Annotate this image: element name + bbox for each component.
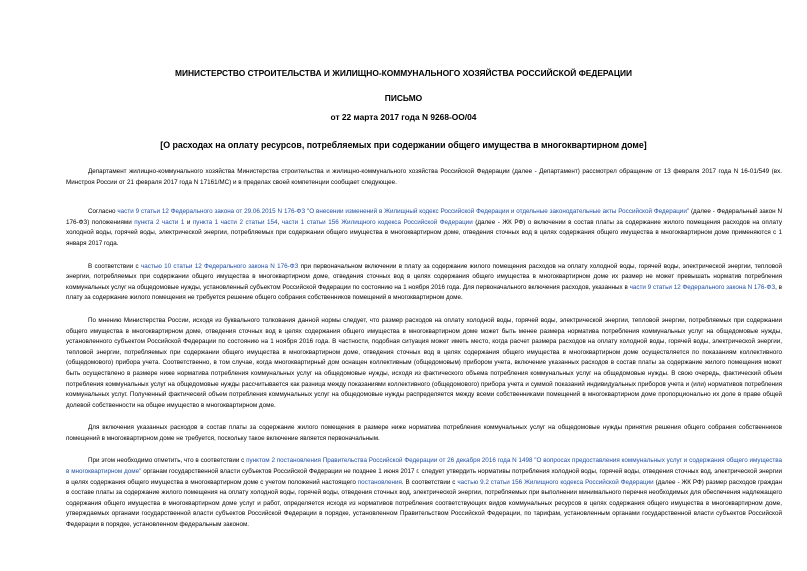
text-segment: (далее - ЖК РФ) о включении в состав платы за содержание жилого помещения расходов на оплату холодной воды, горячей воды, электрической энергии, потребляемых при содержании общего имущества в многоквартирном доме, отведения сточных вод в целях содержания общего имущества в многоквартирном доме применяются с 1 января 2017 года. bbox=[66, 218, 782, 247]
ministry-heading: МИНИСТЕРСТВО СТРОИТЕЛЬСТВА И ЖИЛИЩНО-КОММУНАЛЬНОГО ХОЗЯЙСТВА РОССИЙСКОЙ ФЕДЕРАЦИИ bbox=[175, 68, 632, 78]
document-date-number: от 22 марта 2017 года N 9268-ОО/04 bbox=[330, 112, 477, 122]
document-subject: [О расходах на оплату ресурсов, потребляемых при содержании общего имущества в многоквартирном доме] bbox=[160, 140, 647, 150]
law-link-176fz-part10[interactable]: частью 10 статьи 12 Федерального закона N 176-ФЗ bbox=[141, 262, 299, 270]
paragraph-effective-date bbox=[66, 207, 782, 249]
law-link-154-p2[interactable]: пункта 2 части 1 bbox=[134, 218, 185, 226]
text-segment: органам государственной власти субъектов Российской Федерации не позднее 1 июня 2017 г. следует утвердить нормативы потребления холодной воды, горячей воды, отведения сточных вод, электрической энергии в целях содержания общего имущества в многоквартирном доме с учетом положений настоящего bbox=[66, 468, 782, 486]
paragraph-norms-approval bbox=[66, 456, 782, 530]
letter-body bbox=[66, 167, 782, 543]
text-segment: . В соответствии с bbox=[401, 478, 458, 486]
text-segment: (далее - Федеральный закон N 176-ФЗ) положениями bbox=[66, 208, 782, 226]
law-link-156[interactable]: части 1 статьи 156 Жилищного кодекса Российской Федерации bbox=[281, 218, 473, 226]
law-link-156-9-2[interactable]: частью 9.2 статьи 156 Жилищного кодекса Российской Федерации bbox=[457, 478, 654, 486]
text-segment: Согласно bbox=[88, 208, 118, 216]
document-type: ПИСЬМО bbox=[384, 93, 423, 103]
text-segment: В соответствии с bbox=[88, 262, 142, 270]
text-segment: , bbox=[277, 218, 282, 226]
paragraph-intro: Департамент жилищно-коммунального хозяйства Министерства строительства и жилищно-коммунального хозяйства Российской Федерации (далее - Департамент) рассмотрел обращение от 13 февраля 2017 года N 16-01/549 (вх. Минстроя России от 21 февраля 2017 года N 17161/МС) и в пределах своей компетенции сообщает следующее. bbox=[66, 168, 782, 186]
paragraph-initial-inclusion bbox=[66, 262, 782, 304]
text-segment: (далее - ЖК РФ) размер расходов граждан в составе платы за содержание жилого помещения на оплату холодной воды, горячей воды, отведения сточных вод, электрической энергии, потребляемых при выполнении минимального перечня необходимых для обеспечения надлежащего содержания общего имущества в многоквартирном доме услуг и работ, определяется исходя из нормативов потребления соответствующих видов коммунальных ресурсов в целях содержания общего имущества в многоквартирном доме, утверждаемых органами государственной власти субъектов Российской Федерации в порядке, установленном Правительством Российской Федерации, по тарифам, установленным органами государственной власти субъектов Российской Федерации в порядке, установленном федеральным законом. bbox=[66, 478, 783, 529]
text-segment: При этом необходимо отметить, что в соответствии с bbox=[88, 457, 247, 465]
paragraph-ministry-opinion: По мнению Министерства России, исходя из буквального толкования данной нормы следует, что размер расходов на оплату холодной воды, горячей воды, электрической энергии, тепловой энергии, потребляемых при содержании общего имущества в многоквартирном доме, отведения сточных вод в целях содержания общего имущества в многоквартирном доме может быть менее размера норматива потребления коммунальных услуг на общедомовые нужды, установленного субъектом Российской Федерации по состоянию на 1 ноября 2016 года. В частности, подобная ситуация может иметь место, когда расчет размера расходов на оплату холодной воды, горячей воды, электрической энергии, тепловой энергии, потребляемых при содержании общего имущества в многоквартирном доме, отведения сточных вод в целях содержания общего имущества в многоквартирном доме осуществляется по показаниям коллективного (общедомового) прибора учета. Соответственно, в том случае, когда многоквартирный дом оснащен коллективным (общедомовым) прибором учета, включение указанных расходов в состав платы за содержание жилого помещения может быть осуществлено в размере ниже норматива потребления коммунальных услуг на общедомовые нужды, исходя из фактического объема потребления коммунальных услуг на общедомовые нужды. В свою очередь, фактический объем потребления коммунальных услуг на общедомовые нужды рассчитывается как разница между показаниями коллективного (общедомового) прибора учета и суммой показаний индивидуальных приборов учета и (или) нормативов потребления коммунальных услуг. Полученный фактический объем потребления коммунальных услуг на общедомовые нужды распределяется между всеми собственниками помещений в многоквартирном доме пропорционально их доле в праве общей долевой собственности на общее имущество в многоквартирном доме. bbox=[66, 316, 782, 409]
text-segment: , в плату за содержание жилого помещения не требуется решение общего собрания собственников помещений в многоквартирном доме. bbox=[66, 283, 782, 302]
text-segment: и bbox=[184, 218, 193, 226]
paragraph-no-meeting-required: Для включения указанных расходов в состав платы за содержание жилого помещения в размере ниже норматива потребления коммунальных услуг на общедомовые нужды принятия решения общего собрания собственников помещений в многоквартирном доме не требуется, поскольку такое включение является первоначальным. bbox=[66, 424, 782, 442]
law-link-resolution[interactable]: постановления bbox=[357, 478, 402, 486]
text-segment: при первоначальном включении в плату за содержание жилого помещения расходов на оплату холодной воды, горячей воды, электрической энергии, тепловой энергии, потребляемых при содержании общего имущества в многоквартирном доме, отведения сточных вод в целях содержания общего имущества в многоквартирном доме их размер не может превышать норматив потребления коммунальных услуг на общедомовые нужды, установленный субъектом Российской Федерации по состоянию на 1 ноября 2016 года. Для первоначального включения расходов, указанных в bbox=[66, 262, 783, 291]
law-link-176fz-part9[interactable]: части 9 статьи 12 Федерального закона от 29.06.2015 N 176-ФЗ "О внесении изменений в Жилищный кодекс Российской Федерации и отдельные законодательные акты Российской Федерации" bbox=[117, 208, 690, 216]
law-link-176fz-part9-b[interactable]: части 9 статьи 12 Федерального закона N 176-ФЗ bbox=[629, 283, 776, 291]
law-link-154-p1[interactable]: пункта 1 части 2 статьи 154 bbox=[192, 218, 278, 226]
law-link-resolution-1498[interactable]: пунктом 2 постановления Правительства Российской Федерации от 26 декабря 2016 года N 1498 "О вопросах предоставления коммунальных услуг и содержания общего имущества в многоквартирном доме" bbox=[66, 457, 783, 476]
